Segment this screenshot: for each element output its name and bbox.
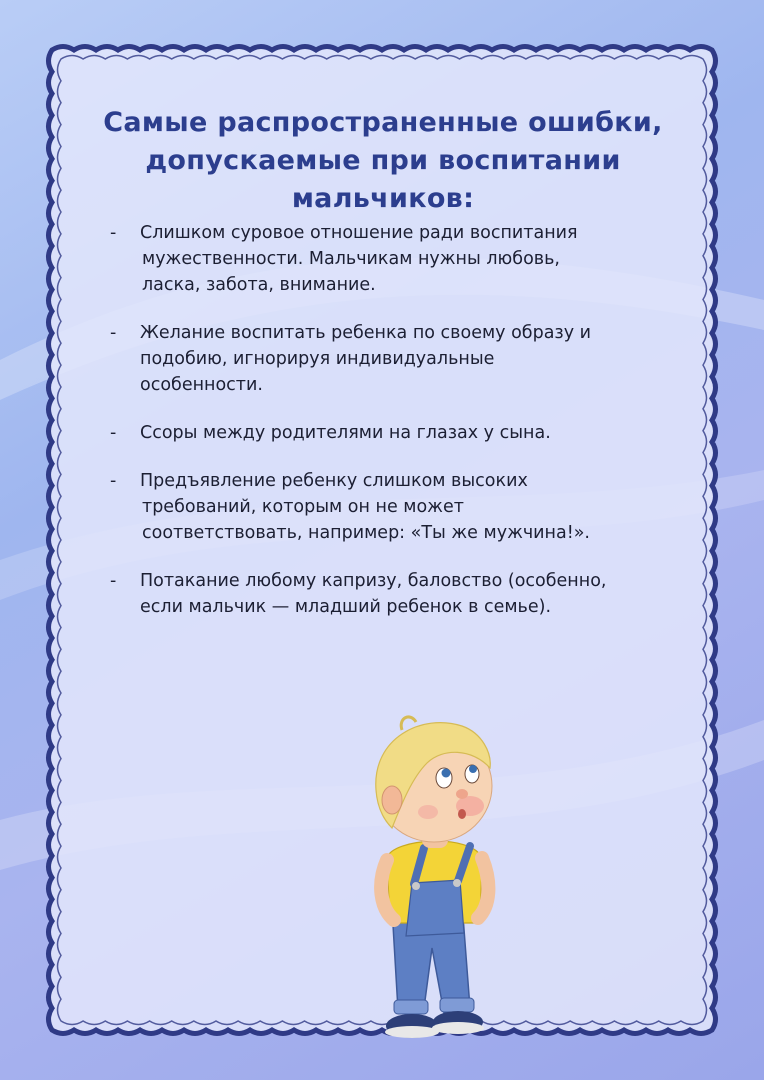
- bullet-dash: -: [110, 423, 117, 443]
- item-line: Потакание любому капризу, баловство (особенно,: [140, 571, 607, 591]
- list-item: [110, 468, 680, 546]
- title-line: мальчиков:: [291, 183, 475, 215]
- item-line: особенности.: [140, 375, 263, 395]
- list-item: [110, 320, 680, 398]
- title-line: Самые распространенные ошибки,: [103, 107, 663, 139]
- item-line: ласка, забота, внимание.: [142, 275, 376, 295]
- item-line: если мальчик — младший ребенок в семье).: [140, 597, 552, 617]
- bullet-dash: -: [110, 471, 117, 491]
- list-item: [110, 568, 680, 620]
- item-line: Ссоры между родителями на глазах у сына.: [140, 423, 551, 443]
- bullet-dash: -: [110, 223, 117, 243]
- item-line: Слишком суровое отношение ради воспитания: [140, 223, 578, 243]
- bullet-dash: -: [110, 571, 117, 591]
- item-line: требований, которым он не может: [142, 497, 464, 517]
- boy-illustration: [332, 708, 532, 1058]
- item-line: соответствовать, например: «Ты же мужчина!».: [142, 523, 590, 543]
- title-line: допускаемые при воспитании: [145, 145, 621, 177]
- item-line: подобию, игнорируя индивидуальные: [140, 349, 495, 369]
- item-line: Желание воспитать ребенка по своему образу и: [140, 323, 592, 343]
- item-line: Предъявление ребенку слишком высоких: [140, 471, 528, 491]
- mistakes-list: [110, 220, 680, 642]
- bullet-dash: -: [110, 323, 117, 343]
- list-item: [110, 420, 680, 446]
- poster-title: [62, 104, 704, 218]
- list-item: [110, 220, 680, 298]
- poster-content: [62, 78, 704, 1018]
- item-line: мужественности. Мальчикам нужны любовь,: [142, 249, 560, 269]
